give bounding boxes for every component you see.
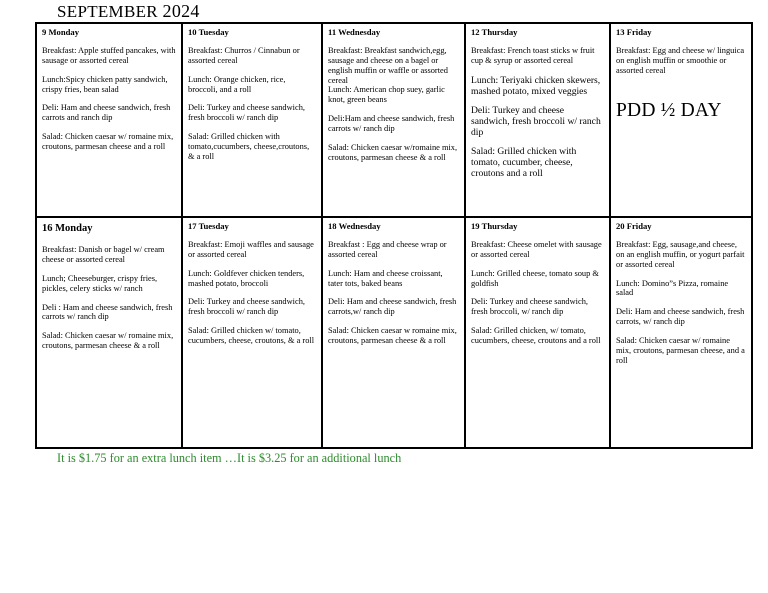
deli-item: Deli: Turkey and cheese sandwich, fresh broccoli w/ ranch dip: [188, 297, 305, 317]
day-heading: 18 Wednesday: [328, 221, 381, 231]
deli-item: Deli: Turkey and cheese sandwich, fresh broccoli, w/ ranch dip: [471, 297, 588, 317]
pricing-footnote: It is $1.75 for an extra lunch item …It is $3.25 for an additional lunch: [57, 451, 402, 465]
month-label: SEPTEMBER: [57, 2, 158, 21]
day-cell-sep-17: [182, 217, 322, 448]
deli-item: Deli: Turkey and cheese sandwich, fresh broccoli w/ ranch dip: [188, 103, 305, 123]
day-cell-sep-13: [610, 23, 752, 217]
salad-item: Salad: Chicken caesar w/romaine mix, croutons, parmesan cheese & a roll: [328, 142, 458, 162]
lunch-item: Lunch: Domino”s Pizza, romaine salad: [616, 278, 729, 298]
breakfast-item: Breakfast: French toast sticks w fruit cup & syrup or assorted cereal: [471, 46, 595, 65]
salad-item: Salad: Chicken caesar w/ romaine mix, croutons, parmesan cheese & a roll: [42, 331, 174, 351]
breakfast-item: Breakfast : Egg and cheese wrap or assorted cereal: [328, 240, 447, 259]
breakfast-item: Breakfast: Egg, sausage,and cheese, on an english muffin, or yogurt parfait or assorted cereal: [616, 240, 745, 269]
lunch-item: Lunch: Goldfever chicken tenders, mashed potato, broccoli: [188, 268, 305, 288]
breakfast-item: Breakfast: Cheese omelet with sausage or assorted cereal: [471, 240, 602, 259]
deli-item: Deli: Turkey and cheese sandwich, fresh broccoli w/ ranch dip: [471, 104, 601, 138]
breakfast-item: Breakfast: Churros / Cinnabun or assorted cereal: [188, 46, 300, 65]
deli-item: Deli: Ham and cheese sandwich, fresh carrots, w/ ranch dip: [616, 307, 745, 327]
day-heading: 10 Tuesday: [188, 27, 229, 37]
lunch-item: Lunch: Ham and cheese croissant, tater tots, baked beans: [328, 268, 443, 288]
lunch-item: Lunch: American chop suey, garlic knot, green beans: [328, 85, 445, 105]
deli-item: Deli: Ham and cheese sandwich, fresh carrots and ranch dip: [42, 103, 171, 123]
day-heading: 19 Thursday: [471, 221, 518, 231]
deli-item: Deli : Ham and cheese sandwich, fresh carrots w/ ranch dip: [42, 302, 173, 322]
deli-item: Deli: Ham and cheese sandwich, fresh carrots,w/ ranch dip: [328, 297, 457, 317]
day-cell-sep-10: [182, 23, 322, 217]
lunch-item: Lunch; Cheeseburger, crispy fries, pickles, celery sticks w/ ranch: [42, 273, 158, 293]
week-row-2: [36, 217, 752, 448]
lunch-item: Lunch: Grilled cheese, tomato soup & goldfish: [471, 268, 599, 288]
breakfast-item: Breakfast: Emoji waffles and sausage or assorted cereal: [188, 240, 314, 259]
day-heading: 9 Monday: [42, 27, 80, 37]
day-cell-sep-12: [465, 23, 610, 217]
lunch-menu-calendar: [35, 22, 753, 449]
salad-item: Salad: Chicken caesar w romaine mix, croutons, parmesan cheese & a roll: [328, 326, 457, 345]
salad-item: Salad: Chicken caesar w/ romaine mix, croutons, parmesan cheese and a roll: [42, 132, 174, 151]
breakfast-item: Breakfast: Egg and cheese w/ linguica on english muffin or smoothie or assorted cereal: [616, 46, 745, 75]
day-cell-sep-16: [36, 217, 182, 448]
salad-item: Salad: Grilled chicken, w/ tomato, cucumbers, cheese, croutons and a roll: [471, 326, 601, 345]
day-cell-sep-19: [465, 217, 610, 448]
day-heading: 16 Monday: [42, 223, 93, 234]
day-cell-sep-20: [610, 217, 752, 448]
deli-item: Deli:Ham and cheese sandwich, fresh carrots w/ ranch dip: [328, 114, 455, 133]
week-row-1: [36, 23, 752, 217]
breakfast-item: Breakfast: Breakfast sandwich,egg, sausage and cheese on a bagel or english muffin or waffle or assorted cereal: [328, 46, 448, 85]
day-heading: 11 Wednesday: [328, 27, 381, 37]
lunch-item: Lunch: Teriyaki chicken skewers, mashed potato, mixed veggies: [471, 74, 601, 97]
day-heading: 12 Thursday: [471, 27, 518, 37]
lunch-item: Lunch:Spicy chicken patty sandwich, crispy fries, bean salad: [42, 74, 168, 94]
day-cell-sep-11: [322, 23, 465, 217]
day-heading: 13 Friday: [616, 27, 652, 37]
day-heading: 17 Tuesday: [188, 221, 229, 231]
salad-item: Salad: Grilled chicken w/ tomato, cucumbers, cheese, croutons, & a roll: [188, 326, 315, 345]
breakfast-item: Breakfast: Apple stuffed pancakes, with sausage or assorted cereal: [42, 46, 176, 65]
lunch-item: Lunch: Orange chicken, rice, broccoli, and a roll: [188, 74, 286, 94]
half-day-notice: PDD ½ DAY: [616, 99, 722, 121]
day-heading: 20 Friday: [616, 221, 652, 231]
salad-item: Salad: Grilled chicken with tomato, cucumber, cheese, croutons and a roll: [471, 145, 577, 179]
day-cell-sep-9: [36, 23, 182, 217]
breakfast-item: Breakfast: Danish or bagel w/ cream cheese or assorted cereal: [42, 245, 165, 265]
salad-item: Salad: Chicken caesar w/ romaine mix, croutons, parmesan cheese, and a roll: [616, 335, 745, 365]
year-label: 2024: [162, 1, 200, 21]
day-cell-sep-18: [322, 217, 465, 448]
salad-item: Salad: Grilled chicken with tomato,cucumbers, cheese,croutons, & a roll: [188, 132, 310, 161]
calendar-title: [57, 1, 200, 22]
